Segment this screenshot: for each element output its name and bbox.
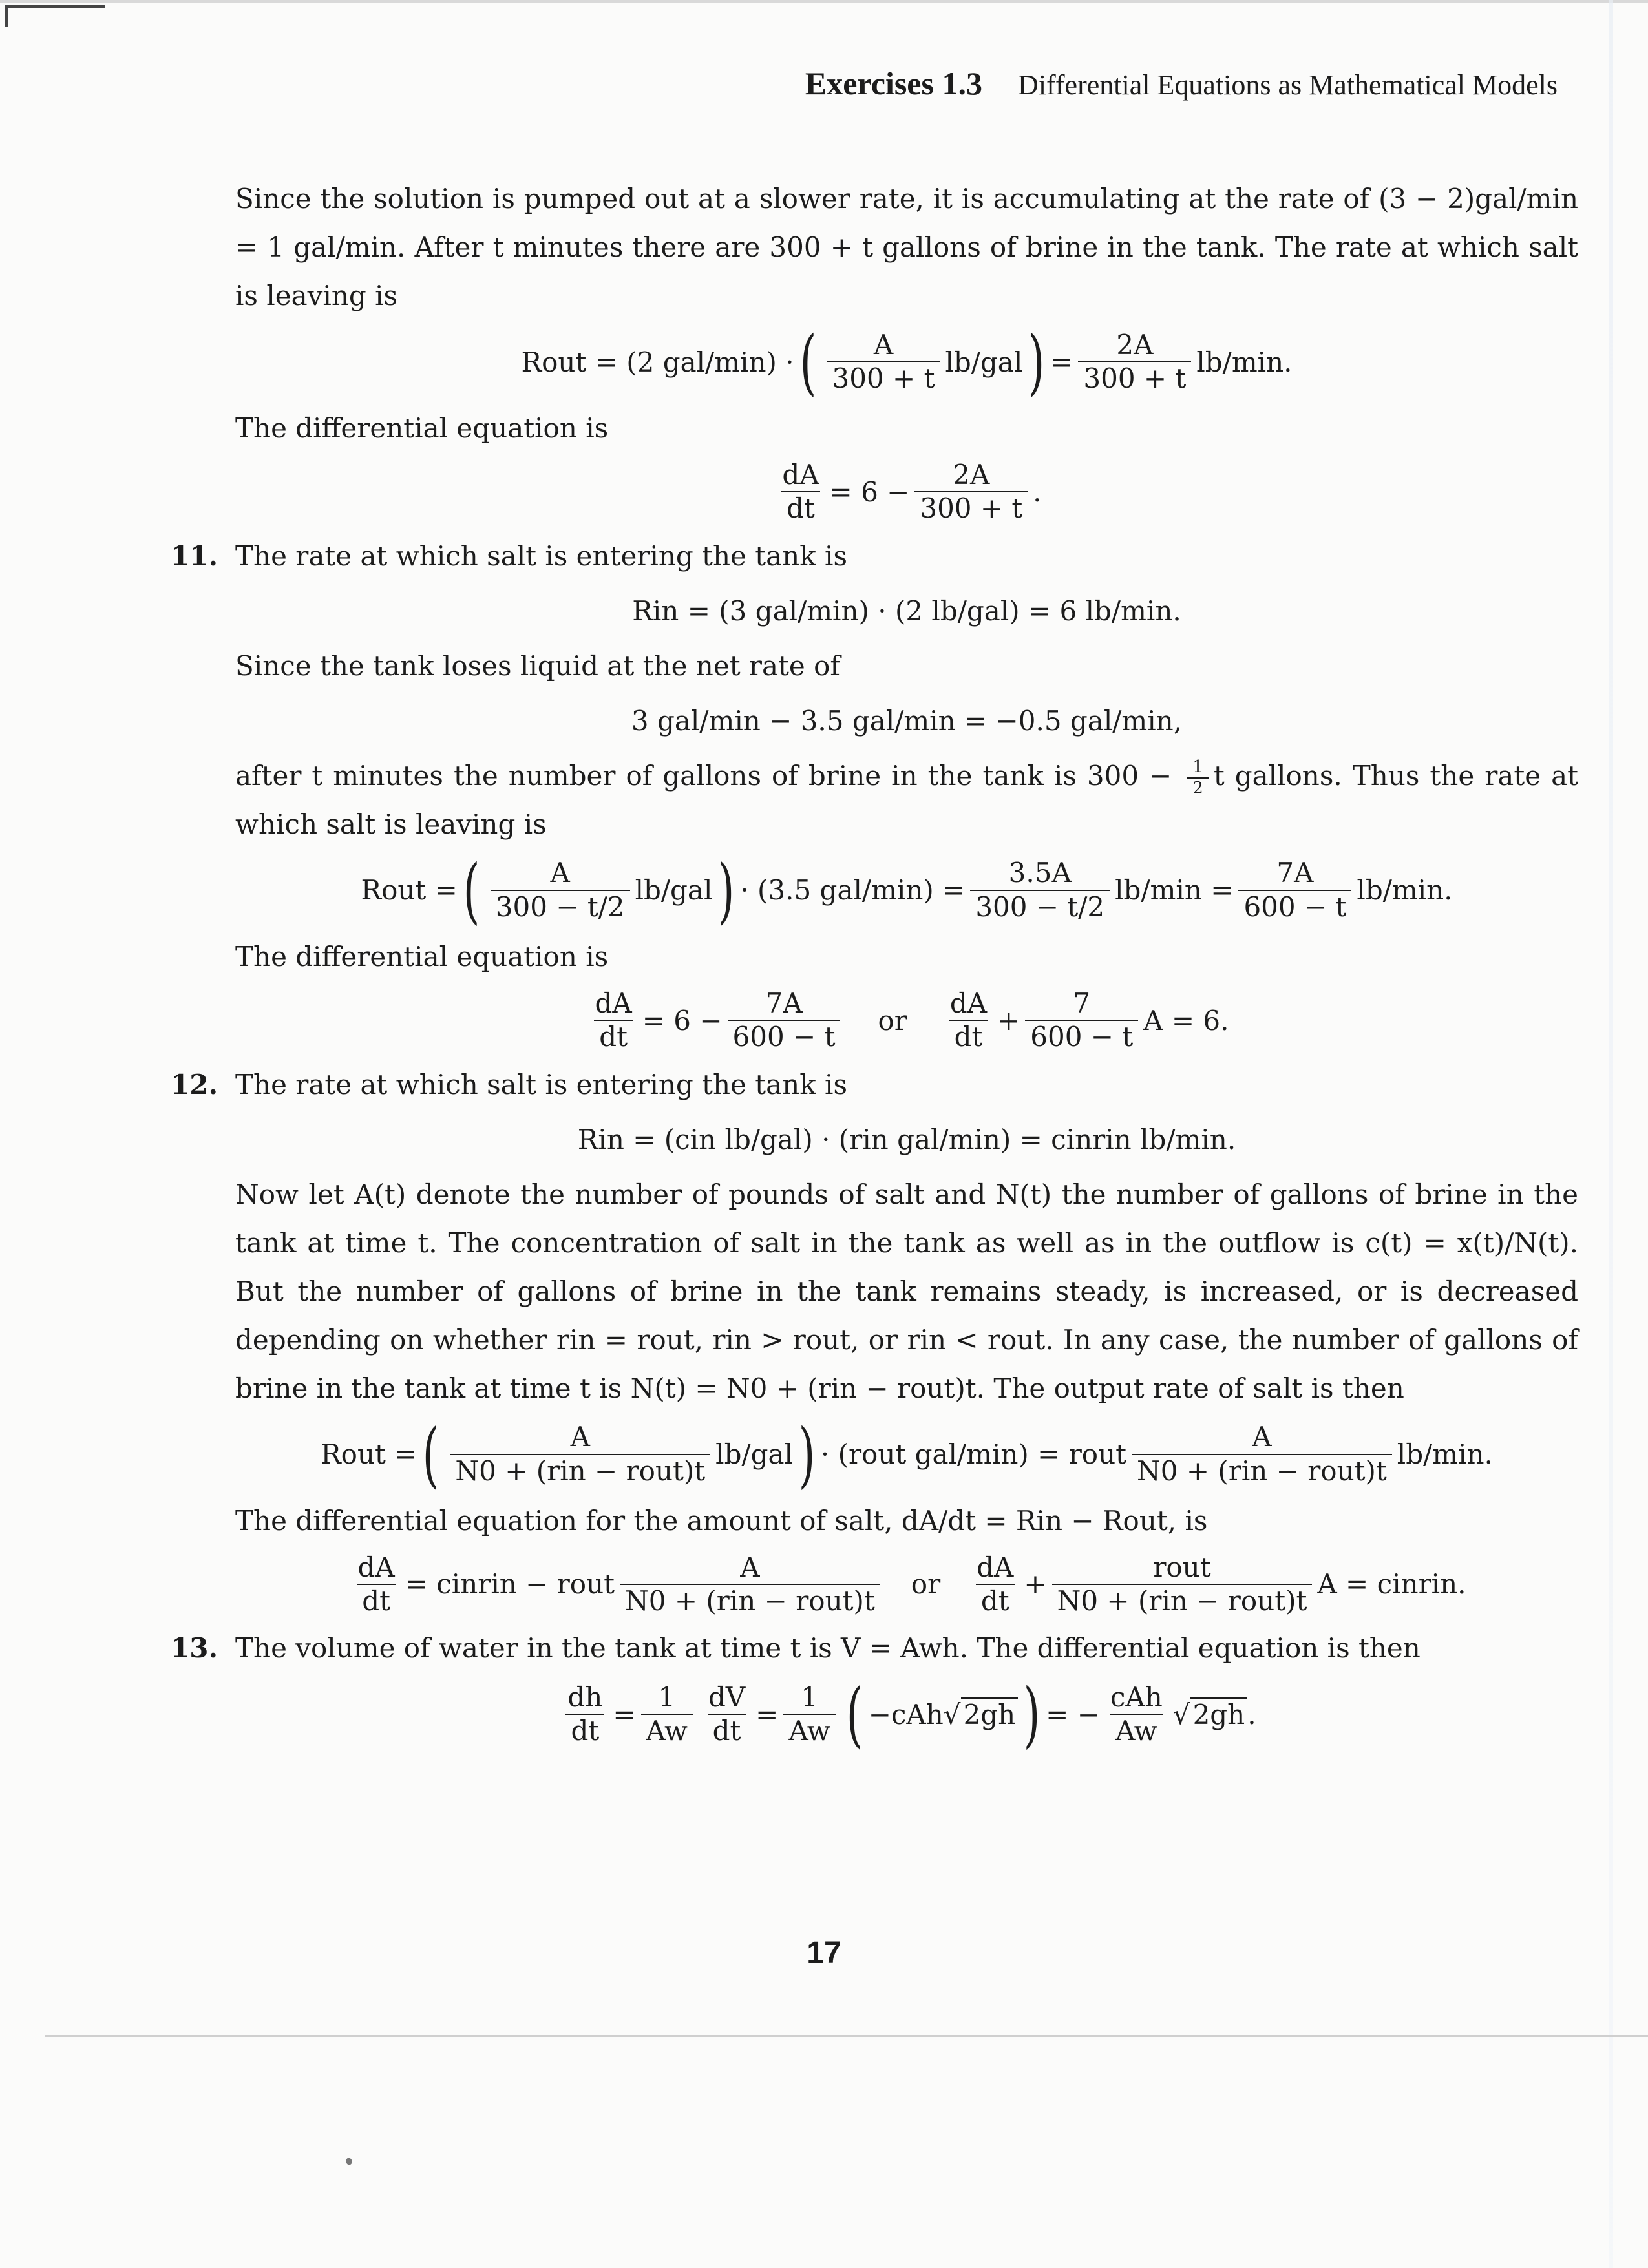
scan-corner-mark	[5, 5, 105, 27]
fraction	[1025, 987, 1138, 1054]
right-paren: )	[1023, 1673, 1041, 1756]
equation-de-11	[235, 987, 1578, 1054]
eq-text: .	[1033, 476, 1042, 508]
eq-text: · (3.5 gal/min) =	[740, 874, 966, 907]
denominator: N0 + (rin − rout)t	[620, 1584, 880, 1617]
eq-text: =	[1050, 346, 1073, 378]
right-paren: )	[1028, 320, 1045, 403]
numerator: dV	[708, 1681, 746, 1713]
denominator: 600 − t	[728, 1020, 841, 1053]
exercise-text	[235, 751, 1578, 848]
scan-streak	[1609, 0, 1613, 2268]
exercise-text: The rate at which salt is entering the tank is	[235, 540, 848, 572]
denominator: dt	[976, 1584, 1015, 1617]
fraction	[491, 857, 630, 923]
numerator: dA	[595, 987, 632, 1019]
left-paren: (	[799, 320, 816, 403]
equation-de-13	[235, 1673, 1578, 1756]
fraction	[1052, 1551, 1313, 1618]
fraction	[703, 1681, 750, 1748]
eq-text: lb/min =	[1115, 874, 1234, 907]
denominator: 300 − t/2	[491, 890, 630, 923]
numerator: dA	[977, 1551, 1014, 1583]
exercise-text: The rate at which salt is entering the tank is	[235, 1068, 848, 1100]
numerator: dh	[567, 1681, 603, 1713]
sqrt: √2gh	[944, 1690, 1018, 1739]
denominator: Aw	[1110, 1714, 1162, 1747]
page-body	[171, 174, 1578, 1756]
fraction	[971, 1551, 1019, 1618]
fraction	[590, 987, 637, 1054]
denominator: 300 + t	[1078, 361, 1191, 395]
denominator: Aw	[641, 1714, 693, 1747]
left-paren: (	[846, 1673, 863, 1756]
exercise-number: 13.	[171, 1632, 218, 1664]
fraction	[783, 1681, 835, 1748]
numerator: 7A	[765, 987, 803, 1019]
eq-text: Rout =	[321, 1438, 417, 1471]
equation-rin-11: Rin = (3 gal/min) · (2 lb/gal) = 6 lb/min.	[632, 594, 1181, 627]
numerator: 3.5A	[1008, 857, 1072, 889]
right-paren: )	[717, 848, 735, 932]
running-header	[805, 65, 1558, 102]
text-run: after t minutes the number of gallons of brine in the tank is 300 −	[235, 759, 1172, 792]
eq-or: or	[878, 1004, 907, 1036]
fraction	[728, 987, 841, 1054]
fraction	[1078, 329, 1191, 395]
eq-text: lb/min.	[1196, 346, 1293, 378]
denominator: 300 + t	[914, 491, 1028, 525]
fraction	[1132, 1421, 1392, 1487]
fraction	[945, 987, 992, 1054]
exercise-11	[171, 532, 1578, 580]
scan-edge	[0, 0, 1648, 3]
intro-paragraph-2: The differential equation is	[235, 412, 609, 444]
equation-net-rate-11: 3 gal/min − 3.5 gal/min = −0.5 gal/min,	[631, 704, 1183, 737]
denominator: dt	[594, 1020, 633, 1053]
denominator: Aw	[783, 1714, 835, 1747]
sqrt: √2gh	[1173, 1690, 1247, 1739]
page-number: 17	[807, 1936, 841, 1970]
eq-text: +	[997, 1004, 1020, 1036]
equation-rin-12: Rin = (cin lb/gal) · (rin gal/min) = cinrin lb/min.	[577, 1123, 1236, 1155]
denominator: 600 − t	[1238, 890, 1351, 923]
radicand: 2gh	[1190, 1697, 1248, 1730]
eq-text: A = cinrin.	[1317, 1568, 1466, 1601]
denominator: N0 + (rin − rout)t	[1132, 1454, 1392, 1487]
numerator: rout	[1153, 1551, 1211, 1583]
fraction	[450, 1421, 710, 1487]
scan-speck	[344, 2157, 354, 2166]
equation-rout-12	[235, 1412, 1578, 1496]
numerator: 1	[1192, 757, 1203, 777]
eq-text: =	[755, 1698, 779, 1730]
radicand: 2gh	[961, 1697, 1019, 1730]
fraction	[970, 857, 1110, 923]
denominator: dt	[949, 1020, 988, 1053]
numerator: 7	[1073, 987, 1091, 1019]
eq-text: Rout =	[361, 874, 458, 907]
eq-text: = 6 −	[642, 1004, 723, 1036]
exercise-13	[171, 1624, 1578, 1672]
exercise-text: The volume of water in the tank at time t is V = Awh. The differential equation is then	[235, 1632, 1421, 1664]
denominator: 300 + t	[827, 361, 940, 395]
numerator: 1	[658, 1681, 676, 1713]
numerator: A	[873, 328, 894, 361]
equation-de-12	[235, 1551, 1578, 1618]
fraction-half	[1187, 757, 1209, 799]
intro-paragraph: Since the solution is pumped out at a slower rate, it is accumulating at the rate of (3 − 2)gal/min = 1 gal/min. After t minutes there are 300 + t gallons of brine in the tank. The rate at which salt is leaving is	[235, 183, 1578, 311]
fraction	[641, 1681, 693, 1748]
denominator: 600 − t	[1025, 1020, 1138, 1053]
fraction	[914, 459, 1028, 525]
equation-de-10	[235, 459, 1578, 525]
section-label: Exercises 1.3	[805, 65, 982, 101]
eq-text: +	[1024, 1568, 1047, 1601]
fraction	[1105, 1681, 1168, 1748]
denominator: N0 + (rin − rout)t	[450, 1454, 710, 1487]
page-bottom-edge	[45, 2035, 1648, 2037]
eq-text: lb/gal	[635, 874, 713, 907]
numerator: A	[1252, 1421, 1272, 1453]
eq-text: lb/min.	[1397, 1438, 1493, 1471]
denominator: dt	[708, 1714, 746, 1747]
denominator: 2	[1187, 777, 1209, 799]
numerator: A	[550, 857, 570, 889]
eq-or: or	[911, 1568, 941, 1601]
numerator: 2A	[1116, 328, 1154, 361]
left-paren: (	[423, 1412, 439, 1496]
fraction	[353, 1551, 400, 1618]
eq-text: lb/gal	[715, 1438, 793, 1471]
eq-text: .	[1247, 1698, 1256, 1730]
eq-text: = −	[1046, 1698, 1100, 1730]
exercise-text: Now let A(t) denote the number of pounds of salt and N(t) the number of gallons of brine in the tank at time t. The concentration of salt in the tank as well as in the outflow is c(t) = x(t)/N(t). But the number of gallons of brine in the tank remains steady, is increased, or is decreased depending on whether rin = rout, rin > rout, or rin < rout. In any case, the number of gallons of brine in the tank at time t is N(t) = N0 + (rin − rout)t. The output rate of salt is then	[235, 1178, 1578, 1404]
eq-text: =	[613, 1698, 636, 1730]
exercise-text: The differential equation for the amount of salt, dA/dt = Rin − Rout, is	[235, 1504, 1208, 1537]
numerator: dA	[949, 987, 988, 1019]
eq-text: −cAh	[868, 1698, 944, 1730]
numerator: cAh	[1110, 1681, 1163, 1713]
exercise-number: 12.	[171, 1068, 218, 1100]
equation-rout-11	[235, 848, 1578, 932]
exercise-text: Since the tank loses liquid at the net rate of	[235, 649, 840, 682]
eq-text: = cinrin − rout	[405, 1568, 615, 1601]
denominator: dt	[781, 491, 820, 525]
numerator: A	[740, 1551, 760, 1583]
eq-text: · (rout gal/min) = rout	[820, 1438, 1127, 1471]
eq-text: = 6 −	[829, 476, 910, 508]
numerator: 1	[801, 1681, 818, 1713]
chapter-title: Differential Equations as Mathematical Models	[1018, 69, 1558, 101]
numerator: dA	[782, 459, 819, 490]
fraction	[777, 459, 824, 525]
fraction	[1238, 857, 1351, 923]
denominator: dt	[565, 1714, 604, 1747]
denominator: 300 − t/2	[970, 890, 1110, 923]
right-paren: )	[798, 1412, 816, 1496]
eq-text: A = 6.	[1143, 1004, 1229, 1036]
left-paren: (	[463, 848, 480, 932]
fraction	[562, 1681, 607, 1748]
exercise-number: 11.	[171, 540, 218, 572]
fraction	[620, 1551, 880, 1618]
eq-text: lb/min.	[1357, 874, 1453, 907]
numerator: dA	[357, 1551, 395, 1583]
fraction	[827, 329, 940, 395]
numerator: 7A	[1276, 857, 1314, 889]
equation-rout-10	[235, 320, 1578, 403]
text-run: t gallons. Thus the rate at which salt is leaving is	[235, 759, 1578, 840]
numerator: A	[570, 1421, 590, 1453]
exercise-text: The differential equation is	[235, 940, 609, 972]
denominator: dt	[357, 1584, 396, 1617]
denominator: N0 + (rin − rout)t	[1052, 1584, 1313, 1617]
eq-text: lb/gal	[945, 346, 1023, 378]
numerator: 2A	[953, 459, 990, 490]
exercise-12	[171, 1060, 1578, 1109]
eq-text: Rout = (2 gal/min) ·	[521, 346, 794, 378]
